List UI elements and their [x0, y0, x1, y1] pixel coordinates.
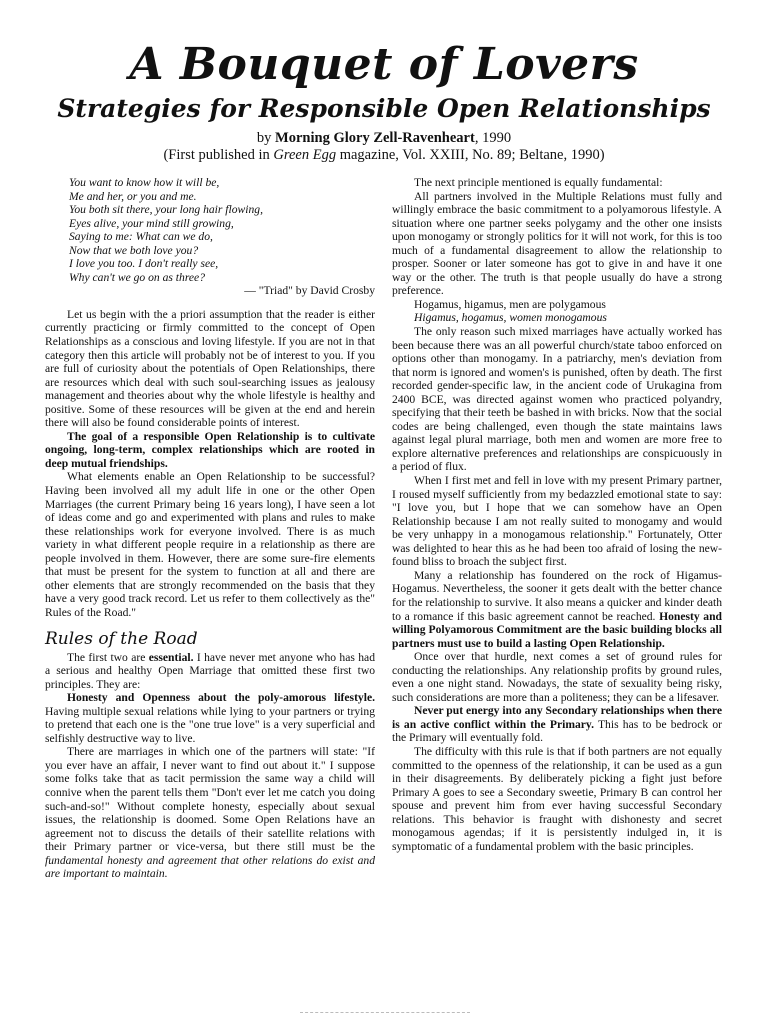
paragraph: [392, 569, 722, 650]
poem-line: Why can't we go on as three?: [69, 270, 205, 284]
text-run-bold: essential.: [148, 650, 194, 664]
paragraph: [45, 691, 375, 745]
paragraph: All partners involved in the Multiple Relations must fully and willingly embrace the basic commitment to a polyamorous lifestyle. A situation where one partner seeks polygamy and the other one insists upon monogamy or strongly politics for it will not work, for this is too much of a fundamental disagreement to allow the relationship to prosper. Sooner or later someone has got to give in and have it one way or the other. The truth is that people usually do have a strong preference.: [392, 189, 722, 298]
pub-magazine: Green Egg: [273, 147, 337, 163]
text-run-bold: Honesty and Openness about the poly-amorous lifestyle.: [67, 691, 375, 705]
article-title: A Bouquet of Lovers: [129, 39, 639, 90]
article-subtitle: Strategies for Responsible Open Relationships: [57, 94, 711, 123]
text-run: I have never met anyone who has had a serious and healthy Open Marriage that omitted these first two principles. They are:: [45, 650, 375, 691]
section-heading: Rules of the Road: [45, 628, 198, 649]
text-run-bold: Honesty and willing Polyamorous Commitment are the basic building blocks all partners must use to build a lasting Open Relationship.: [392, 609, 722, 650]
text-run: Having multiple sexual relations while lying to your partners or trying to pretend that each one is the "one true love" is a very superficial and selfishly destructive way to live.: [45, 704, 375, 745]
poem-line: Me and her, or you and me.: [69, 189, 197, 203]
paragraph: When I first met and fell in love with my present Primary partner, I roused myself sufficiently from my bedazzled emotional state to say: "I love you, but I hope that we can somehow have an Open Relationship because I am not really suited to monogamy and would be very unhappy in a monogamous relationship." Fortunately, Otter was delighted to hear this as he had been too afraid of losing the new-found bliss to broach the subject first.: [392, 474, 722, 569]
paragraph: Once over that hurdle, next comes a set of ground rules for conducting the relationships. Any relationship profits by ground rules, even a one night stand. Nowadays, the state of sexuality being risky, such considerations are more than a politeness; they can be a lifesaver.: [392, 650, 722, 704]
verse-line: Hogamus, higamus, men are polygamous: [414, 297, 606, 311]
article-header: [0, 40, 768, 164]
verse-line: Higamus, hogamus, women monogamous: [414, 311, 607, 325]
text-run: Many a relationship has foundered on the rock of Higamus-Hogamus. Nevertheless, the sooner it gets dealt with the better chance for the relationship to survive. It also means a quicker and kinder death to a romance if this basic agreement cannot be reached.: [392, 568, 722, 623]
poem-attribution: — "Triad" by David Crosby: [244, 284, 375, 298]
poem-line: I love you too. I don't really see,: [69, 257, 219, 271]
paragraph: Let us begin with the a priori assumption that the reader is either currently practicing or firmly committed to the concept of Open Relationships as a conscious and loving lifestyle. If you are not in that category then this article will probably not be of interest to you. If you are full of curiosity about the potentials of Open Relationships, there are resources which deal with such soul-searching issues as jealousy management and theories about why the whole lifestyle is healthy and positive. Some of these resources will be given at the end and herein there will also be found considerable points of interest.: [45, 307, 375, 430]
pub-prefix: (First published in: [163, 147, 270, 163]
paragraph: What elements enable an Open Relationship to be successful? Having been involved all my adult life in one or the other Open Marriages (the current Primary being 16 years long), I have seen a lot of ideas come and go and experimented with plans and rules to make these relationships work for everyone involved. There is as much variety in what different people require in a relationship as there are people involved in them. However, there are some sure-fire elements that must be present for the system to function at all and there are other elements that are strongly recommended on the basis that they have a very good track record. Let us refer to them collectively as the" Rules of the Road.": [45, 470, 375, 619]
poem-line: Now that we both love you?: [69, 243, 199, 257]
byline-prefix: by: [256, 130, 272, 146]
right-column: [392, 176, 722, 853]
paragraph-goal: The goal of a responsible Open Relationship is to cultivate ongoing, long-term, complex relationships which are rooted in deep mutual friendships.: [45, 429, 375, 470]
epigraph-poem: [69, 176, 375, 284]
paragraph: The next principle mentioned is equally fundamental:: [414, 176, 663, 189]
poem-line: Saying to me: What can we do,: [69, 230, 213, 244]
poem-line: You both sit there, your long hair flowing,: [69, 203, 263, 217]
byline-year: , 1990: [474, 130, 512, 146]
poem-line: You want to know how it will be,: [69, 176, 220, 189]
poem-line: Eyes alive, your mind still growing,: [69, 216, 234, 230]
paragraph: The only reason such mixed marriages have actually worked has been because there was an all powerful church/state taboo enforced on options other than monogamy. In a patriarchy, men's deviation from that norm is ignored and women's is punished, often by death. The first recorded gender-specific law, in the ancient code of Urukagina from 2400 BCE, was directed against women who practiced polyandry, specifying that their teeth be bashed in with bricks. Now that the social codes are being challenged, even though the state maintains laws against legal plural marriage, both men and women are more free to explore alternative preferences and relationships are conspicuously in a period of flux.: [392, 325, 722, 474]
pub-suffix: magazine, Vol. XXIII, No. 89; Beltane, 1990): [339, 147, 605, 163]
publication-note: [0, 147, 768, 164]
text-run: The first two are: [67, 650, 149, 664]
text-run: There are marriages in which one of the partners will state: "If you ever have an affair, I never want to find out about it." I suppose some folks take that as tacit permission the same way a child will connive when the parent tells them "Don't ever let me catch you doing such-and-so!" Without complete honesty, especially about sexual issues, the relationship is doomed. Some Open Relations have an agreement not to discuss the details of their satellite relations with their Primary partner or vice-versa, but there still must be the: [45, 745, 375, 854]
paragraph: The difficulty with this rule is that if both partners are not equally committed to the openness of the relationship, it can be used as a gun in their disagreements. By deliberately picking a fight just before Primary A goes to see a Secondary sweetie, Primary B can control her spouse and prevent him from ever having successful Secondary relations. This behavior is fraught with dishonesty and secret monogamous agendas; if it is persistently indulged in, it is symptomatic of a fundamental problem with the basic principles.: [392, 744, 722, 853]
author-name: Morning Glory Zell-Ravenheart: [275, 130, 475, 146]
byline: [0, 130, 768, 147]
text-run-bold: Never put energy into any Secondary relationships when there is an active conflict within the Primary.: [392, 704, 722, 731]
footer-divider: [300, 1012, 470, 1013]
paragraph: [45, 745, 375, 880]
paragraph: [392, 704, 722, 745]
text-run: This has to be bedrock or the Primary will eventually fold.: [392, 717, 722, 745]
left-column: [45, 176, 375, 881]
paragraph: [45, 651, 375, 692]
text-run-italic: fundamental honesty and agreement that other relations do exist and are important to maintain.: [45, 853, 375, 881]
